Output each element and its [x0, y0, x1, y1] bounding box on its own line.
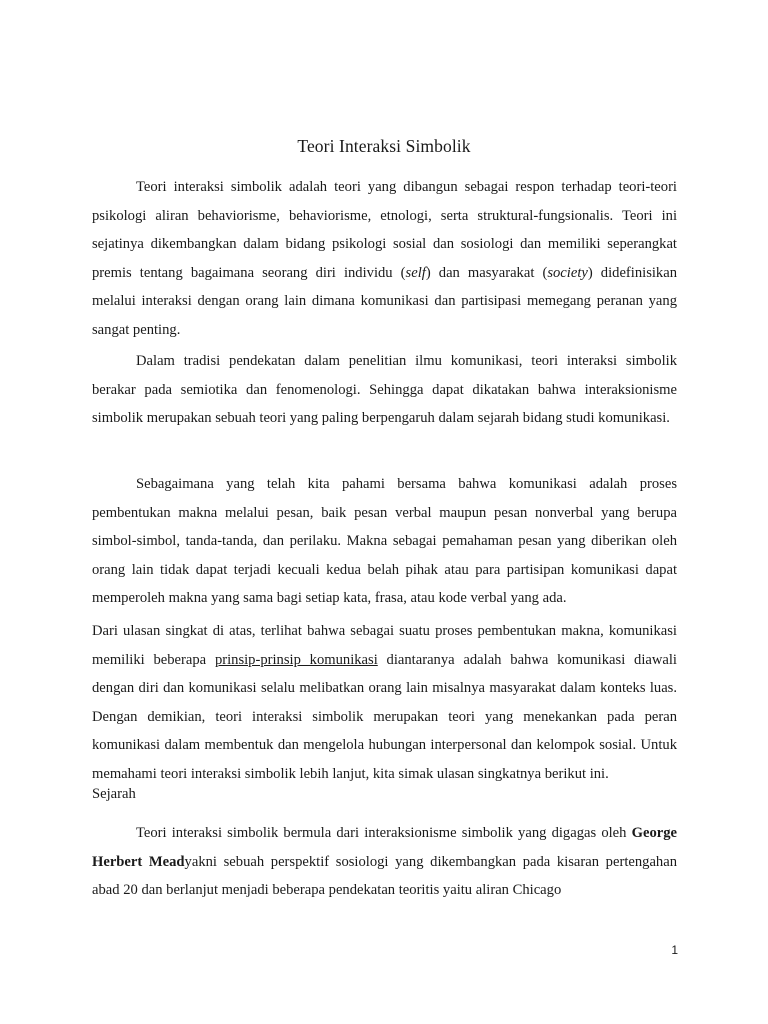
- paragraph-intro: [92, 173, 677, 345]
- emphasis-society: society: [547, 264, 588, 281]
- text-run: Teori interaksi simbolik bermula dari interaksionisme simbolik yang digagas oleh: [136, 825, 632, 841]
- text-run: yakni sebuah perspektif sosiologi yang dikembangkan pada kisaran pertengahan abad 20 dan berlanjut menjadi beberapa pendekatan teoritis yaitu aliran Chicago: [92, 853, 677, 899]
- document-title: Teori Interaksi Simbolik: [297, 136, 471, 156]
- principles-link[interactable]: prinsip-prinsip komunikasi: [214, 651, 378, 668]
- emphasis-self: self: [405, 264, 426, 281]
- text-run: diantaranya adalah bahwa komunikasi diawali dengan diri dan komunikasi selalu melibatkan orang lain misalnya masyarakat dalam konteks luas. Dengan demikian, teori interaksi simbolik merupakan teori yang menekankan pada peran komunikasi dalam membentuk dan mengelola hubungan interpersonal dan kelompok sosial. Untuk memahami teori interaksi simbolik lebih lanjut, kita simak ulasan singkatnya berikut ini.: [92, 651, 677, 782]
- author-name: George Herbert Mead: [92, 825, 677, 870]
- page-number: 1: [671, 943, 678, 957]
- section-heading-history: Sejarah: [92, 786, 136, 802]
- paragraph-tradition: Dalam tradisi pendekatan dalam penelitian ilmu komunikasi, teori interaksi simbolik berakar pada semiotika dan fenomenologi. Sehingga dapat dikatakan bahwa interaksionisme simbolik merupakan sebuah teori yang paling berpengaruh dalam sejarah bidang studi komunikasi.: [92, 353, 677, 427]
- text-run: Teori interaksi simbolik adalah teori yang dibangun sebagai respon terhadap teori-teori psikologi aliran behaviorisme, behaviorisme, etnologi, serta struktural-fungsionalis. Teori ini sejatinya dikembangkan dalam bidang psikologi sosial dan sosiologi dan memiliki seperangkat premis tentang bagaimana seorang diri individu (: [92, 179, 677, 281]
- text-run: ) dan masyarakat (: [425, 264, 548, 281]
- paragraph-history: [92, 819, 677, 905]
- text-run: Dari ulasan singkat di atas, terlihat bahwa sebagai suatu proses pembentukan makna, komunikasi memiliki beberapa: [92, 623, 677, 668]
- paragraph-meaning: Sebagaimana yang telah kita pahami bersama bahwa komunikasi adalah proses pembentukan makna melalui pesan, baik pesan verbal maupun pesan nonverbal yang berupa simbol-simbol, tanda-tanda, dan perilaku. Makna sebagai pemahaman pesan yang diberikan oleh orang lain tidak dapat terjadi kecuali kedua belah pihak atau para partisipan komunikasi dapat memperoleh makna yang sama bagi setiap kata, frasa, atau kode verbal yang ada.: [92, 476, 677, 607]
- paragraph-principles: [92, 617, 677, 789]
- text-run: ) didefinisikan melalui interaksi dengan orang lain dimana komunikasi dan partisipasi memegang peranan yang sangat penting.: [92, 264, 677, 338]
